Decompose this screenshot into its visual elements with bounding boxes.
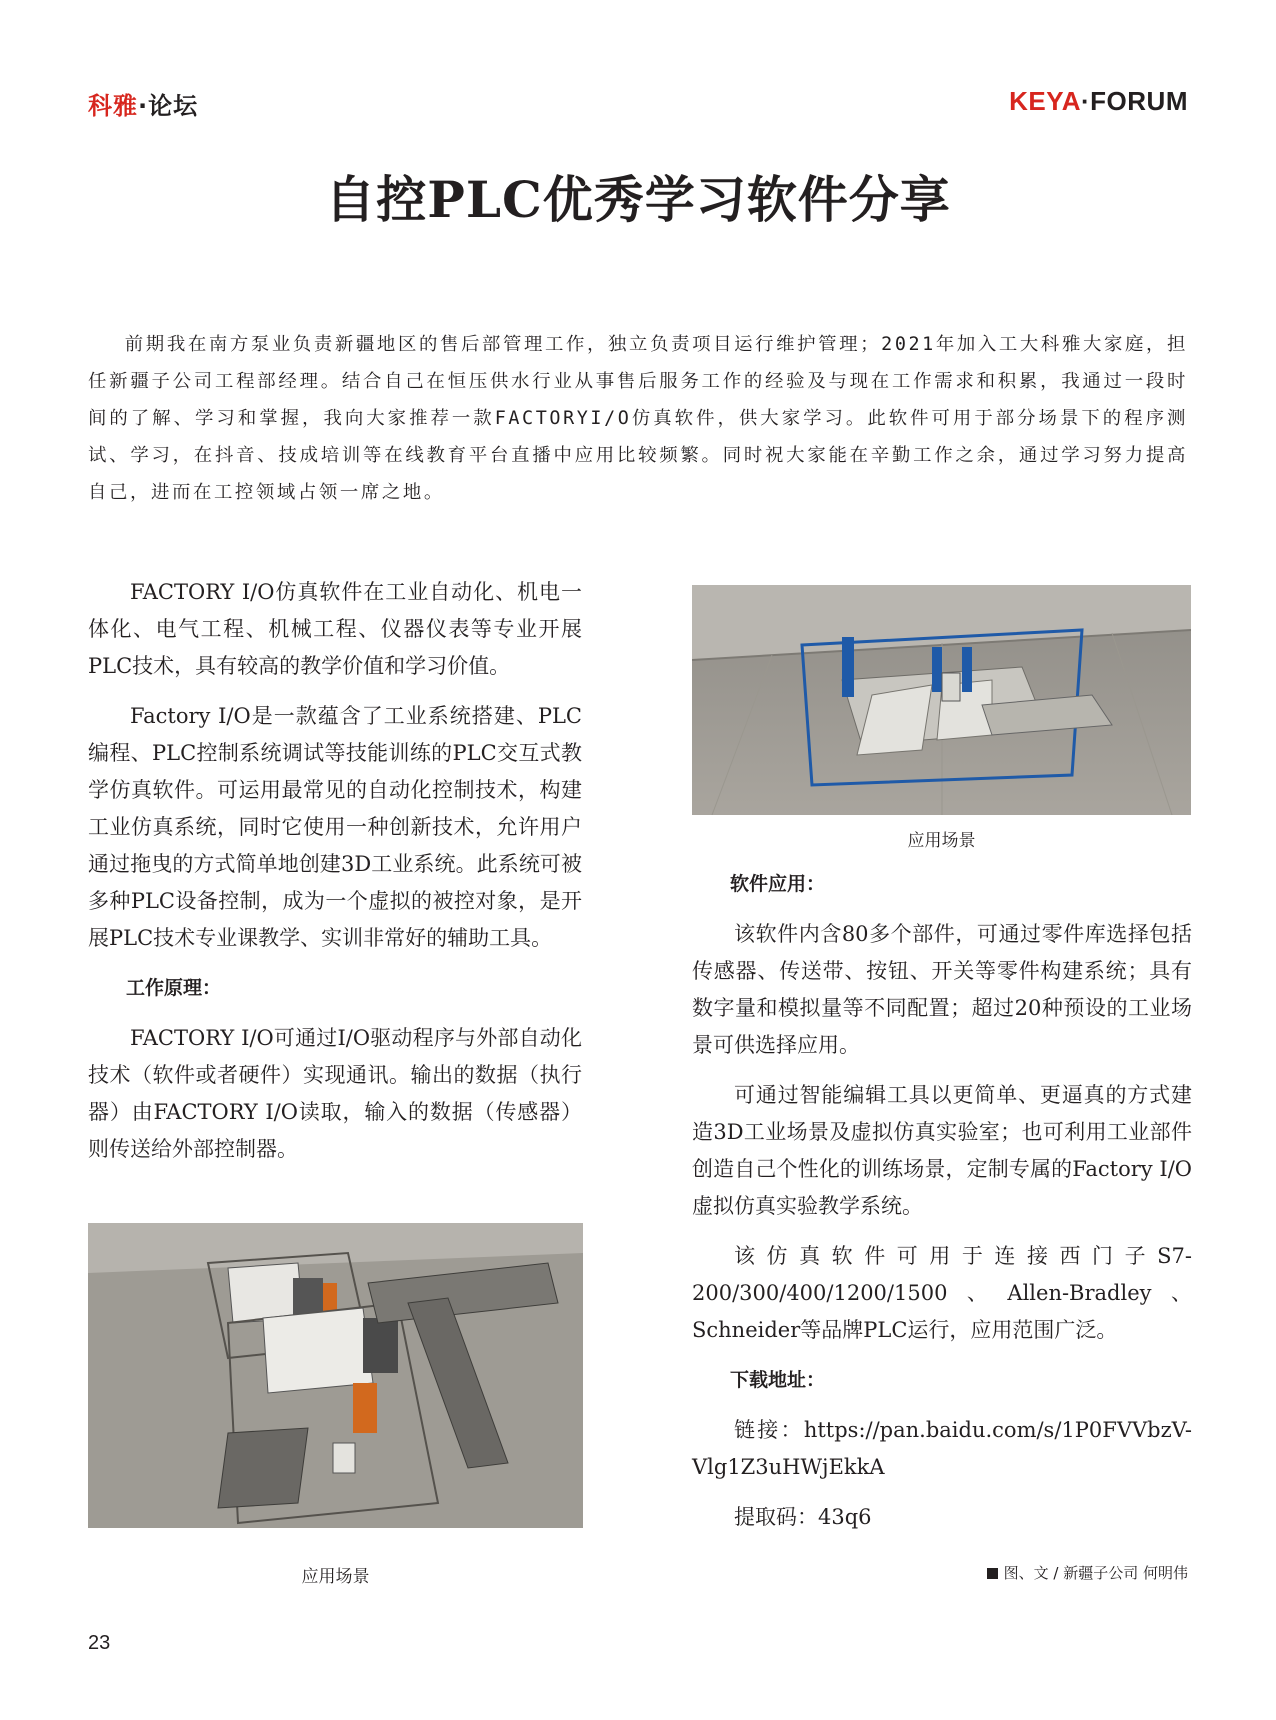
brand-keya-en: KEYA [1009, 86, 1082, 116]
header-brand-right [1009, 86, 1188, 117]
paragraph: 可通过智能编辑工具以更简单、更逼真的方式建造3D工业场景及虚拟仿真实验室；也可利用工业部件创造自己个性化的训练场景，定制专属的Factory I/O虚拟仿真实验教学系统。 [692, 1083, 1192, 1218]
author-credit [987, 1562, 1188, 1583]
factory-scene-image-1 [692, 585, 1191, 815]
header-brand-left [88, 86, 198, 121]
article-title: 自控PLC优秀学习软件分享 [325, 170, 951, 229]
article-intro: 前期我在南方泵业负责新疆地区的售后部管理工作，独立负责项目运行维护管理；2021年加入工大科雅大家庭，担任新疆子公司工程部经理。结合自己在恒压供水行业从事售后服务工作的经验及与现在工作需求和积累，我通过一段时间的了解、学习和掌握，我向大家推荐一款FACTORYI/O仿真软件，供大家学习。此软件可用于部分场景下的程序测试、学习，在抖音、技成培训等在线教育平台直播中应用比较频繁。同时祝大家能在辛勤工作之余，通过学习努力提高自己，进而在工控领域占领一席之地。 [88, 334, 1188, 503]
section-forum-en: ·FORUM [1081, 86, 1188, 116]
section-heading-principle: 工作原理： [126, 977, 222, 999]
page-number: 23 [88, 1632, 111, 1654]
paragraph: FACTORY I/O仿真软件在工业自动化、机电一体化、电气工程、机械工程、仪器仪表等专业开展PLC技术，具有较高的教学价值和学习价值。 [88, 580, 582, 678]
paragraph: Factory I/O是一款蕴含了工业系统搭建、PLC编程、PLC控制系统调试等技能训练的PLC交互式教学仿真软件。可运用最常见的自动化控制技术，构建工业仿真系统，同时它使用一种创新技术，允许用户通过拖曳的方式简单地创建3D工业系统。此系统可被多种PLC设备控制，成为一个虚拟的被控对象，是开展PLC技术专业课教学、实训非常好的辅助工具。 [88, 704, 582, 950]
image-caption-2: 应用场景 [301, 1567, 370, 1587]
brand-keya-cn: 科雅 [88, 92, 138, 120]
paragraph: FACTORY I/O可通过I/O驱动程序与外部自动化技术（软件或者硬件）实现通讯。输出的数据（执行器）由FACTORY I/O读取，输入的数据（传感器）则传送给外部控制器。 [88, 1026, 582, 1161]
paragraph: 该仿真软件可用于连接西门子S7-200/300/400/1200/1500、Allen-Bradley、Schneider等品牌PLC运行，应用范围广泛。 [692, 1244, 1192, 1342]
extraction-code: 提取码：43q6 [734, 1505, 872, 1529]
image-caption-1: 应用场景 [907, 831, 976, 851]
download-link[interactable]: 链接：https://pan.baidu.com/s/1P0FVVbzV-Vlg1Z3uHWjEkkA [692, 1418, 1192, 1479]
factory-scene-image-2 [88, 1223, 583, 1528]
right-column [692, 866, 1192, 1549]
paragraph: 该软件内含80多个部件，可通过零件库选择包括传感器、传送带、按钮、开关等零件构建系统；具有数字量和模拟量等不同配置；超过20种预设的工业场景可供选择应用。 [692, 922, 1192, 1057]
left-column [88, 574, 582, 1181]
square-bullet-icon [987, 1568, 998, 1579]
credit-text: 图、文 / 新疆子公司 何明伟 [1003, 1564, 1188, 1582]
section-heading-application: 软件应用： [730, 873, 826, 895]
section-forum-cn: ·论坛 [138, 92, 199, 120]
section-heading-download: 下载地址： [730, 1369, 826, 1391]
